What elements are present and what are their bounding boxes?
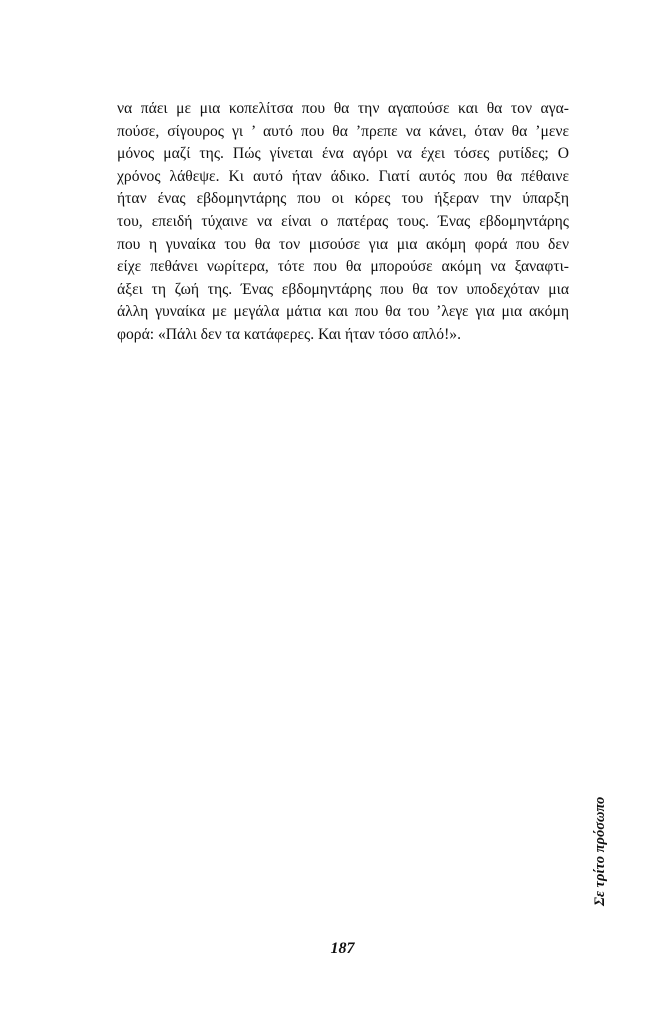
text-line: ήταν ένας εβδομηντάρης που οι κόρες του ήξεραν την ύπαρξη [117,190,569,208]
running-title: Σε τρίτο πρόσωπο [592,796,608,906]
text-line: άλλη γυναίκα με μεγάλα μάτια και που θα του ’λεγε για μια ακόμη [117,303,569,321]
text-line: φορά: «Πάλι δεν τα κατάφερες. Και ήταν τόσο απλό!». [117,325,461,343]
text-line: μόνος μαζί της. Πώς γίνεται ένα αγόρι να έχει τόσες ρυτίδες; Ο [117,145,569,163]
text-line: άξει τη ζωή της. Ένας εβδομηντάρης που θα τον υποδεχόταν μια [117,280,569,298]
text-line: που η γυναίκα του θα τον μισούσε για μια ακόμη φορά που δεν [117,235,569,253]
body-text [117,98,569,347]
text-line: πούσε, σίγουρος γι ’ αυτό που θα ’πρεπε να κάνει, όταν θα ’μενε [117,122,569,140]
text-line: είχε πεθάνει νωρίτερα, τότε που θα μπορούσε ακόμη να ξαναφτι- [117,258,569,276]
page-number: 187 [330,940,355,957]
text-line: να πάει με μια κοπελίτσα που θα την αγαπούσε και θα τον αγα- [117,100,569,117]
text-line: του, επειδή τύχαινε να είναι ο πατέρας τους. Ένας εβδομηντάρης [117,212,569,230]
text-line: χρόνος λάθεψε. Κι αυτό ήταν άδικο. Γιατί αυτός που θα πέθαινε [117,167,569,185]
